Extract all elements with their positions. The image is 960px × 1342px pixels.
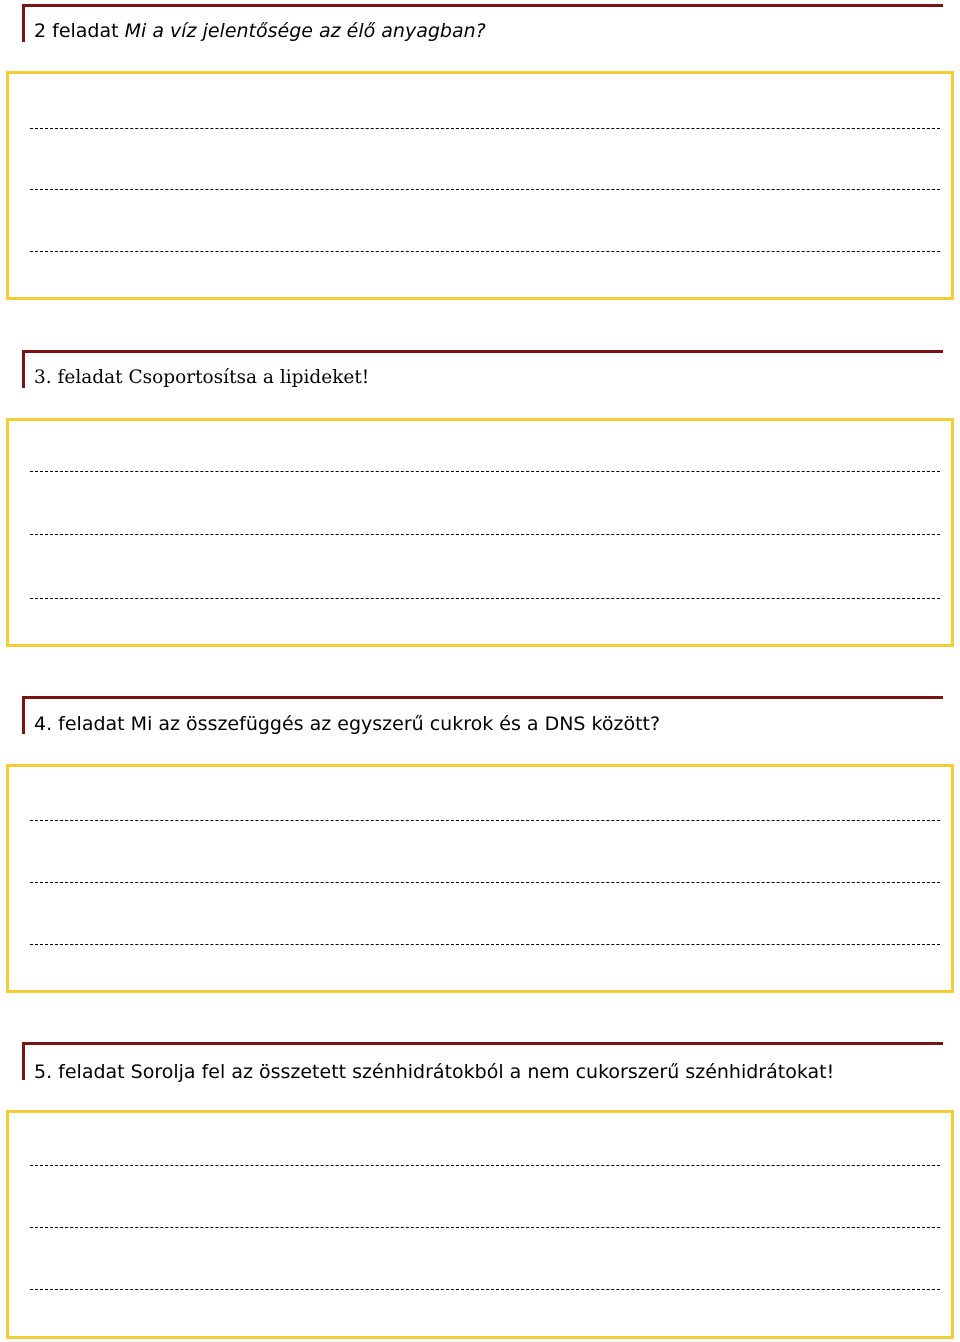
answer-line[interactable]: [30, 820, 940, 821]
answer-line[interactable]: [30, 1289, 940, 1290]
task-5-label: 5. feladat: [34, 1061, 125, 1083]
answer-line[interactable]: [30, 534, 940, 535]
answer-line[interactable]: [30, 189, 940, 190]
task-2-heading: [22, 4, 943, 42]
task-3-label: 3. feladat: [34, 367, 123, 388]
task-4-question: Mi az összefüggés az egyszerű cukrok és a DNS között?: [130, 713, 661, 735]
answer-line[interactable]: [30, 944, 940, 945]
task-2-heading-text: [34, 20, 486, 42]
task-3-heading-text: [34, 367, 369, 389]
task-5-question: Sorolja fel az összetett szénhidrátokból a nem cukorszerű szénhidrátokat!: [130, 1061, 835, 1083]
task-2-question: Mi a víz jelentősége az élő anyagban?: [124, 20, 486, 42]
answer-line[interactable]: [30, 471, 940, 472]
task-5-heading-text: [34, 1061, 834, 1083]
task-4-heading-text: [34, 713, 660, 735]
task-2-answer-box[interactable]: [6, 71, 954, 300]
task-4-label: 4. feladat: [34, 713, 125, 735]
task-5-heading: [22, 1042, 943, 1083]
task-4-answer-box[interactable]: [6, 764, 954, 993]
answer-line[interactable]: [30, 598, 940, 599]
answer-line[interactable]: [30, 128, 940, 129]
task-4-heading: [22, 696, 943, 734]
answer-line[interactable]: [30, 882, 940, 883]
answer-line[interactable]: [30, 1227, 940, 1228]
task-5-answer-box[interactable]: [6, 1110, 954, 1339]
task-2-label: 2 feladat: [34, 20, 119, 42]
answer-line[interactable]: [30, 251, 940, 252]
answer-line[interactable]: [30, 1165, 940, 1166]
task-3-question: Csoportosítsa a lipideket!: [128, 367, 370, 388]
task-3-heading: [22, 350, 943, 388]
task-3-answer-box[interactable]: [6, 418, 954, 647]
